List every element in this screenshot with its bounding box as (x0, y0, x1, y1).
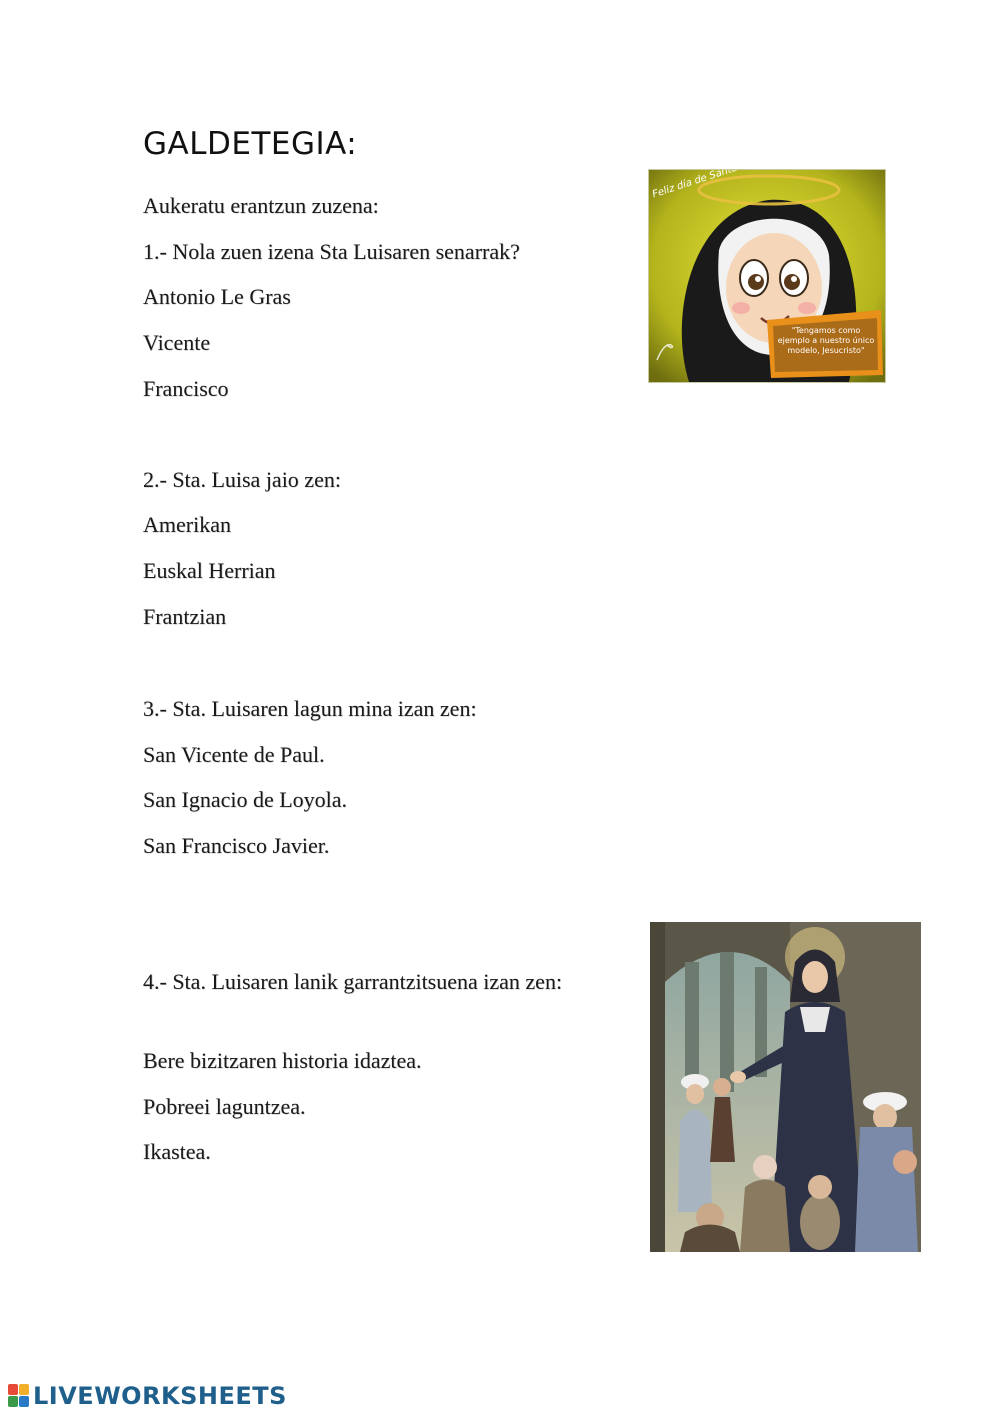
answer-option[interactable]: Bere bizitzaren historia idaztea. (143, 1048, 422, 1073)
answer-option[interactable]: San Ignacio de Loyola. (143, 787, 348, 812)
liveworksheets-brand-text: LIVEWORKSHEETS (33, 1382, 287, 1410)
answer-option[interactable]: San Francisco Javier. (143, 833, 330, 858)
answer-option[interactable]: Frantzian (143, 604, 227, 629)
answer-option[interactable]: Francisco (143, 376, 229, 401)
answer-option[interactable]: Amerikan (143, 512, 231, 537)
answer-option[interactable]: Pobreei laguntzea. (143, 1094, 306, 1119)
liveworksheets-logo[interactable] (8, 1380, 287, 1412)
question-1: 1.- Nola zuen izena Sta Luisaren senarrak? (143, 239, 520, 264)
answer-option[interactable]: Antonio Le Gras (143, 284, 291, 309)
answer-option[interactable]: Vicente (143, 330, 211, 355)
question-4: 4.- Sta. Luisaren lanik garrantzitsuena izan zen: (143, 969, 563, 994)
instruction: Aukeratu erantzun zuzena: (143, 193, 379, 218)
cartoon-quote-text: "Tengamos como ejemplo a nuestro único modelo, Jesucristo" (777, 326, 875, 355)
santa-luisa-cartoon-image (648, 169, 886, 383)
liveworksheets-badge-icon (8, 1384, 30, 1408)
question-2: 2.- Sta. Luisa jaio zen: (143, 467, 341, 492)
question-3: 3.- Sta. Luisaren lagun mina izan zen: (143, 696, 477, 721)
answer-option[interactable]: San Vicente de Paul. (143, 742, 325, 767)
answer-option[interactable]: Euskal Herrian (143, 558, 276, 583)
worksheet-title: GALDETEGIA: (143, 126, 358, 162)
painting-illustration (650, 922, 921, 1252)
answer-option[interactable]: Ikastea. (143, 1139, 211, 1164)
santa-luisa-painting-image (650, 922, 921, 1252)
